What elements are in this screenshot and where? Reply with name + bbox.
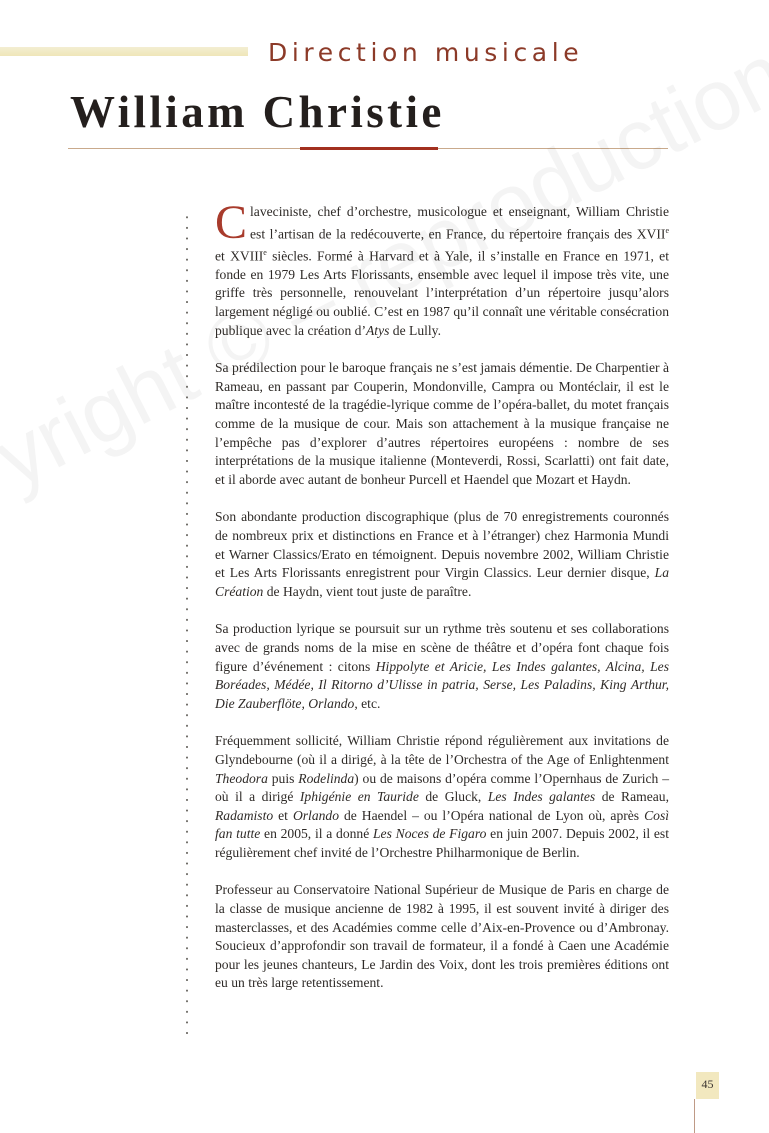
text-run: ) ou de maisons d’opéra comme l’Opernhaus de Zurich – où il a dirigé [215, 770, 669, 805]
paragraph-2 [215, 359, 669, 489]
page-number-rule [694, 1099, 695, 1133]
italic-title: Les Noces de Figaro [373, 826, 487, 842]
text-run: Son abondante production discographique (plus de 70 enregistrements couronnés de nombreux prix et distinctions en France et à l’étranger) chez Harmonia Mundi et Warner Classics/Erato en témoignent. Depuis novembre 2002, William Christie et Les Arts Florissants enregistrent pour Virgin Classics. Leur dernier disque, [215, 509, 669, 581]
page-title: William Christie [70, 87, 445, 137]
text-run: de Lully. [389, 322, 441, 338]
paragraph-3 [215, 508, 669, 601]
text-run: en 2005, il a donné [260, 826, 373, 842]
text-run: en juin 2007. Depuis 2002, il est régulièrement chef invité de l’Orchestre Philharmonique de Berlin. [215, 826, 669, 860]
paragraph-6 [215, 881, 669, 993]
italic-title: Così fan tutte [215, 807, 670, 842]
text-run: Sa production lyrique se poursuit sur un rythme très soutenu et ses collaborations avec de grands noms de la mise en scène de théâtre et d’opéra font chaque fois figure d’événement : citons [215, 621, 669, 674]
italic-title: Atys [365, 322, 390, 338]
section-title: Direction musicale [268, 38, 584, 67]
italic-title: Iphigénie en Tauride [299, 789, 419, 805]
text-run: de Gluck, [418, 789, 488, 805]
superscript: e [665, 225, 669, 235]
text-run: laveciniste, chef d’orchestre, musicologue et enseignant, William Christie est l’artisan de la redécouverte, en France, du répertoire français des XVII [250, 204, 669, 242]
text-run: Fréquemment sollicité, William Christie répond régulièrement aux invitations de Glyndebourne (où il a dirigé, à la tête de l’Orchestra of the Age of Enlightenment [215, 733, 669, 767]
text-run: et XVIII [215, 248, 264, 264]
italic-title: La Création [215, 565, 669, 599]
page-number: 45 [696, 1072, 719, 1099]
text-run: de Haendel – ou l’Opéra national de Lyon où, après [339, 807, 645, 823]
dotted-margin-line [186, 212, 188, 1034]
biography-text [215, 196, 670, 1012]
italic-title: Orlando [292, 807, 340, 823]
text-run: Professeur au Conservatoire National Supérieur de Musique de Paris en charge de la classe de musique ancienne de 1982 à 1995, il est souvent invité à diriger des masterclasses, et des Académies comme celle d’Aix-en-Provence ou d’Ambronay. Soucieux d’approfondir son travail de formateur, il a fondé à Caen une Académie pour les jeunes chanteurs, Le Jardin des Voix, dont les trois premières éditions ont eu un très large retentissement. [215, 882, 669, 991]
title-rule-accent [300, 147, 438, 150]
header-accent-bar [0, 47, 248, 56]
text-run: puis [267, 770, 299, 786]
text-run: de Rameau, [595, 789, 669, 805]
italic-title: Hippolyte et Aricie, Les Indes galantes, Alcina, Les Boréades, Médée, Il Ritorno d’Ulisse in patria, Serse, Les Paladins, King Arthur, Die Zauberflöte, Orlando [215, 658, 670, 711]
paragraph-5 [215, 732, 669, 862]
drop-cap: C [215, 196, 248, 249]
text-run: Sa prédilection pour le baroque français ne s’est jamais démentie. De Charpentier à Rameau, en passant par Couperin, Mondonville, Campra ou Montéclair, il est le maître incontesté de la tragédie-lyrique comme de l’opéra-ballet, du motet français comme de la musique de cour. Mais son attachement à la musique française ne l’empêche pas d’explorer d’autres répertoires européens : nombre de ses interprétations de la musique italienne (Monteverdi, Rossi, Scarlatti) ont fait date, et il aborde avec autant de bonheur Purcell et Haendel que Mozart et Haydn. [215, 360, 669, 487]
superscript: e [263, 247, 267, 257]
italic-title: Theodora [215, 770, 268, 786]
text-run: et [273, 807, 293, 823]
paragraph-1 [215, 196, 669, 340]
italic-title: Les Indes galantes [487, 789, 596, 805]
text-run: , etc. [354, 695, 381, 711]
text-run: siècles. Formé à Harvard et à Yale, il s’installe en France en 1971, et fonde en 1979 Les Arts Florissants, ensemble avec lequel il impose très vite, une griffe très personnelle, renouvelant l’interprétation d’un répertoire jusqu’alors largement négligé ou oublié. C’est en 1987 qu’il connaît une véritable consécration publique avec la création d’ [215, 248, 669, 338]
italic-title: Rodelinda [298, 770, 355, 786]
paragraph-4 [215, 620, 669, 713]
italic-title: Radamisto [215, 807, 274, 823]
text-run: de Haydn, vient tout juste de paraître. [263, 583, 472, 599]
